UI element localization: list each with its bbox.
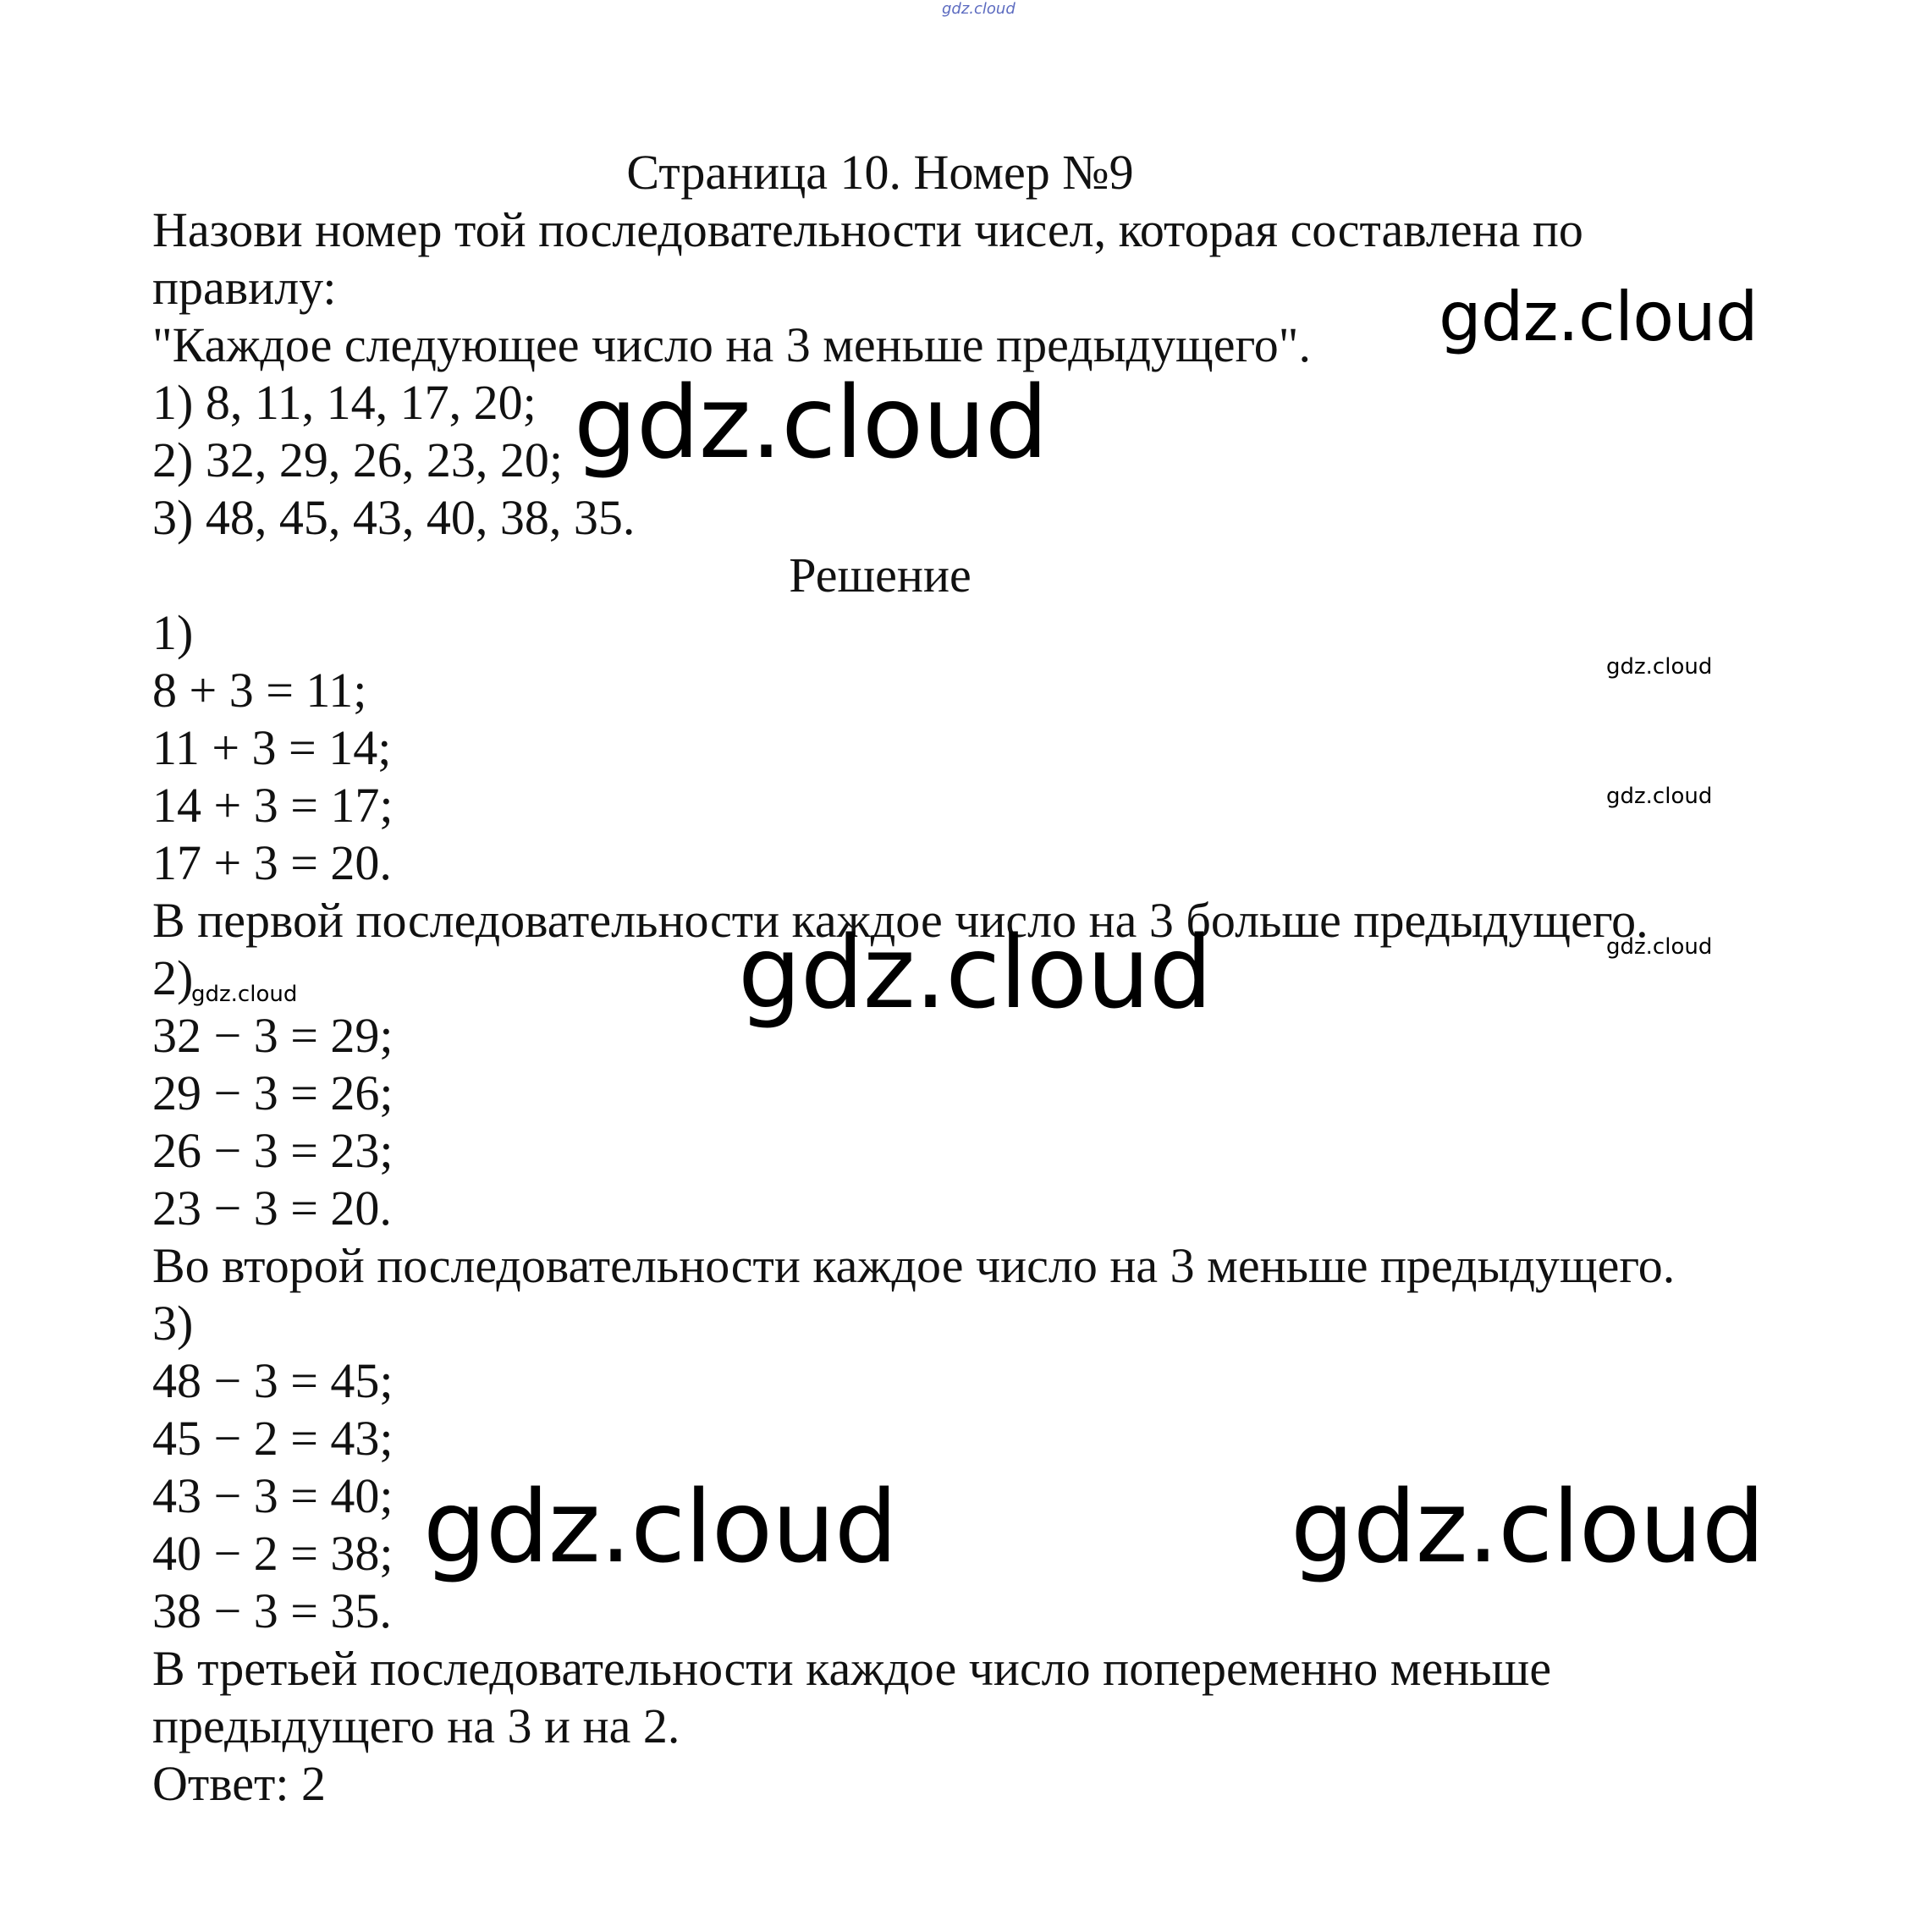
watermark-large: gdz.cloud (1291, 1468, 1764, 1585)
answer-line: Ответ: 2 (152, 1756, 326, 1811)
watermark-small: gdz.cloud (1606, 934, 1713, 960)
task-option: 3) 48, 45, 43, 40, 38, 35. (152, 490, 636, 545)
task-option: 1) 8, 11, 14, 17, 20; (152, 375, 537, 430)
top-watermark: gdz.cloud (942, 0, 1016, 18)
solution-line: 8 + 3 = 11; (152, 663, 367, 718)
page-title: Страница 10. Номер №9 (626, 145, 1134, 200)
solution-text (152, 604, 1743, 1813)
solution-line: Во второй последовательности каждое число на 3 меньше предыдущего. (152, 1238, 1676, 1293)
solution-line: предыдущего на 3 и на 2. (152, 1698, 680, 1753)
watermark-small: gdz.cloud (1606, 784, 1713, 809)
watermark-large: gdz.cloud (738, 914, 1212, 1031)
solution-line: 40 − 2 = 38; (152, 1526, 394, 1581)
solution-line: 38 − 3 = 35. (152, 1583, 392, 1638)
watermark-small: gdz.cloud (1606, 654, 1713, 680)
task-option: 2) 32, 29, 26, 23, 20; (152, 432, 563, 487)
solution-line: 48 − 3 = 45; (152, 1353, 394, 1408)
solution-line: 45 − 2 = 43; (152, 1411, 394, 1466)
solution-line: 17 + 3 = 20. (152, 835, 392, 890)
task-line: "Каждое следующее число на 3 меньше предыдущего". (152, 317, 1311, 372)
solution-line: 29 − 3 = 26; (152, 1065, 394, 1120)
solution-heading: Решение (789, 548, 972, 603)
solution-line: 11 + 3 = 14; (152, 720, 392, 775)
solution-line: 3) (152, 1296, 194, 1351)
solution-line: 14 + 3 = 17; (152, 778, 394, 833)
solution-line: 26 − 3 = 23; (152, 1123, 394, 1178)
solution-line: 43 − 3 = 40; (152, 1468, 394, 1523)
watermark-large: gdz.cloud (1439, 278, 1758, 356)
solution-line: В третьей последовательности каждое число попеременно меньше (152, 1641, 1552, 1696)
solution-line: 23 − 3 = 20. (152, 1181, 392, 1236)
watermark-large: gdz.cloud (423, 1468, 897, 1585)
task-line: правилу: (152, 260, 337, 315)
watermark-small: gdz.cloud (191, 982, 298, 1007)
solution-line: 1) (152, 605, 194, 660)
task-line: Назови номер той последовательности чисел, которая составлена по (152, 202, 1583, 257)
solution-line: 2) (152, 950, 194, 1005)
solution-line: В первой последовательности каждое число на 3 больше предыдущего. (152, 893, 1649, 948)
solution-line: 32 − 3 = 29; (152, 1008, 394, 1063)
watermark-large: gdz.cloud (574, 364, 1048, 481)
